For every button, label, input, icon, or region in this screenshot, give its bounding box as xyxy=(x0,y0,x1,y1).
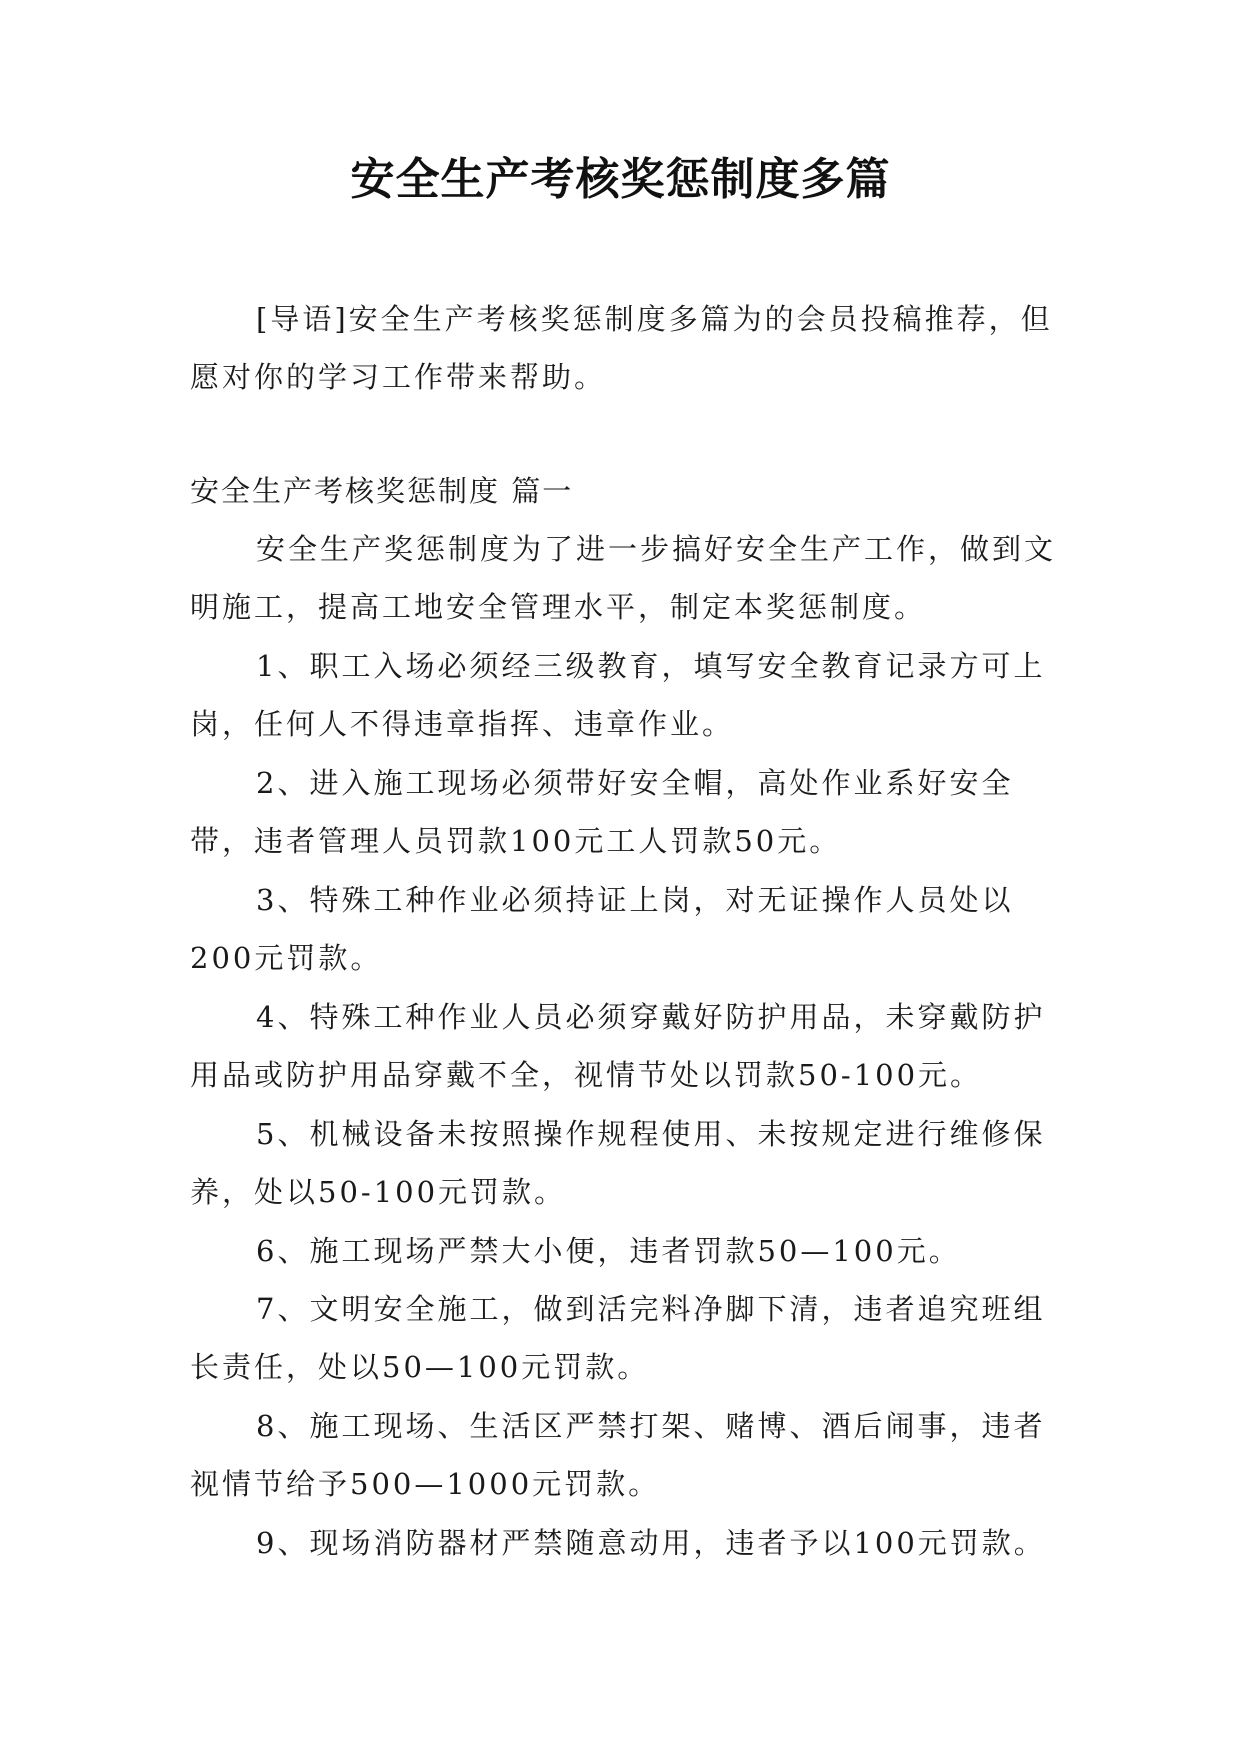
section-heading: 安全生产考核奖惩制度 篇一 xyxy=(190,474,574,508)
rule-item: 6、施工现场严禁大小便，违者罚款50—100元。 xyxy=(256,1234,961,1268)
rule-item: 3、特殊工种作业必须持证上岗，对无证操作人员处以200元罚款。 xyxy=(190,883,1014,975)
document-title: 安全生产考核奖惩制度多篇 xyxy=(350,154,891,205)
body-paragraph: 安全生产奖惩制度为了进一步搞好安全生产工作，做到文明施工，提高工地安全管理水平，制定本奖惩制度。 xyxy=(190,532,1057,624)
rule-item: 7、文明安全施工，做到活完料净脚下清，违者追究班组长责任，处以50—100元罚款。 xyxy=(190,1292,1046,1384)
intro-paragraph: [导语]安全生产考核奖惩制度多篇为的会员投稿推荐，但愿对你的学习工作带来帮助。 xyxy=(190,302,1053,394)
rule-item: 4、特殊工种作业人员必须穿戴好防护用品，未穿戴防护用品或防护用品穿戴不全，视情节处以罚款50-100元。 xyxy=(190,1000,1046,1092)
rule-item: 2、进入施工现场必须带好安全帽，高处作业系好安全带，违者管理人员罚款100元工人罚款50元。 xyxy=(190,766,1014,858)
rule-item: 8、施工现场、生活区严禁打架、赌博、酒后闹事，违者视情节给予500—1000元罚款。 xyxy=(190,1409,1046,1501)
rule-item: 1、职工入场必须经三级教育，填写安全教育记录方可上岗，任何人不得违章指挥、违章作业。 xyxy=(190,649,1046,741)
rule-item: 9、现场消防器材严禁随意动用，违者予以100元罚款。 xyxy=(256,1526,1046,1560)
rule-item: 5、机械设备未按照操作规程使用、未按规定进行维修保养，处以50-100元罚款。 xyxy=(190,1117,1046,1209)
